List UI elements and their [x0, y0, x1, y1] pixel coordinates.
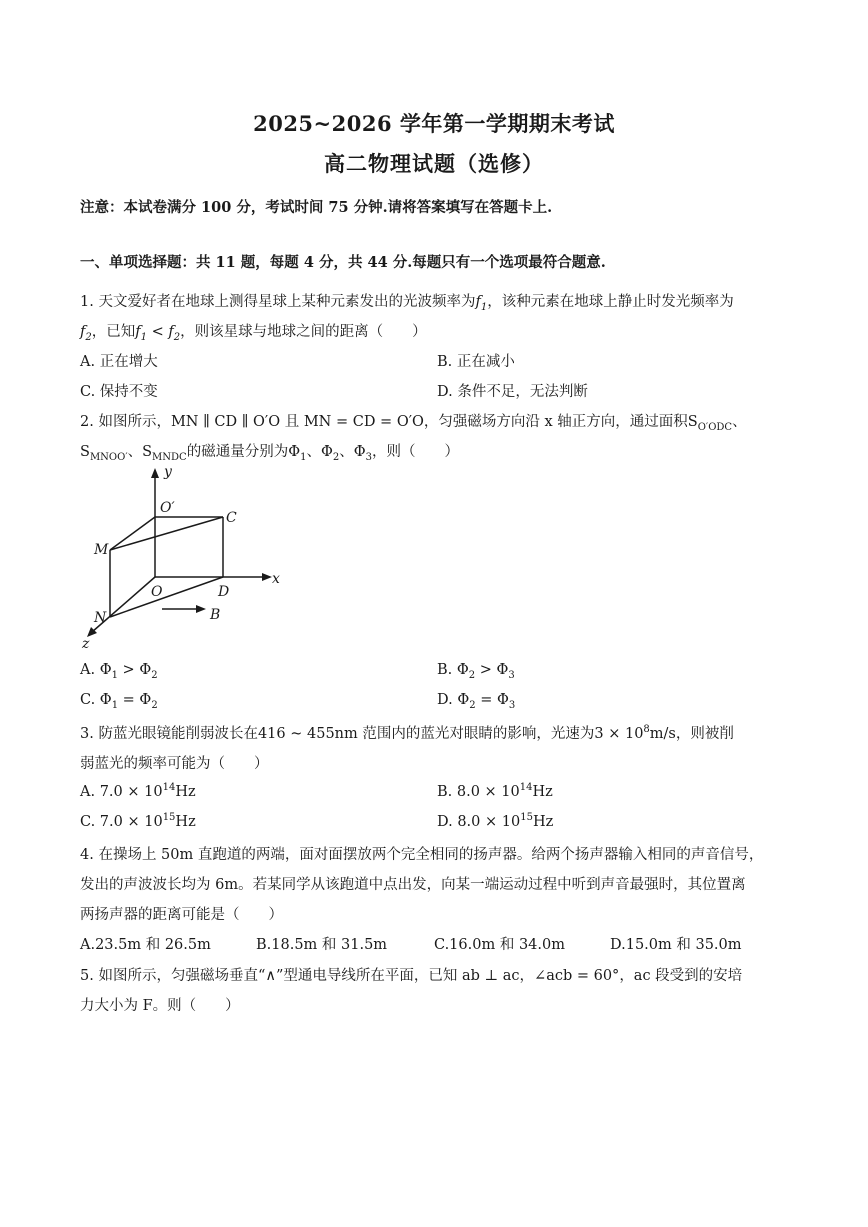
q2-condition: MN ∥ CD ∥ O′O 且 MN = CD = O′O: [170, 414, 424, 430]
q2-line-2: [80, 440, 459, 463]
exam-subtitle: 高二物理试题（选修）: [324, 151, 544, 176]
q2-text: 、: [127, 444, 143, 460]
q2-text: 2. 如图所示，: [80, 414, 171, 430]
q1-text: ，则该星球与地球之间的距离（ ）: [180, 324, 427, 340]
label-o-prime: O′: [160, 500, 175, 516]
q2-area-2: $S_{MNOO'}$: [80, 444, 128, 463]
q4-line-3: 两扬声器的距离可能是（ ）: [80, 907, 283, 923]
exam-title: 2025~2026 学年第一学期期末考试: [253, 111, 615, 136]
section-heading: 一、单项选择题：共 11 题，每题 4 分，共 44 分.每题只有一个选项最符合题意.: [80, 254, 606, 271]
y-axis-arrow: [151, 468, 159, 478]
q1-option-a[interactable]: A. 正在增大: [80, 354, 158, 370]
q1-option-c[interactable]: C. 保持不变: [80, 384, 158, 400]
q4-line-2: 发出的声波波长均为 6m。若某同学从该跑道中点出发，向某一端运动过程中听到声音最强时，其位置离: [80, 877, 746, 893]
label-y: y: [164, 464, 172, 480]
label-d: D: [218, 584, 230, 600]
q3-text: 3. 防蓝光眼镜能削弱波长在: [80, 726, 258, 742]
label-b: B: [210, 607, 221, 623]
q2-text: 的磁通量分别为: [186, 444, 289, 460]
q3-light-speed: $3 \times 10^8m/s$: [594, 724, 676, 742]
q3-wavelength-range: 416 ~ 455nm: [257, 726, 363, 742]
q4-option-d[interactable]: D.15.0m 和 35.0m: [610, 937, 742, 953]
q2-area-3: $S_{MNDC}$: [142, 444, 187, 463]
q4-option-a[interactable]: A.23.5m 和 26.5m: [80, 937, 211, 953]
q2-text: ，则（ ）: [372, 444, 459, 460]
q1-f2: $f_2$: [80, 324, 92, 343]
q2-option-a[interactable]: A. $\Phi_1 > \Phi_2$: [80, 662, 158, 681]
q5-line-1: [80, 964, 742, 985]
label-m: M: [94, 542, 109, 558]
q4-line-1: 4. 在操场上 50m 直跑道的两端，面对面摆放两个完全相同的扬声器。给两个扬声器输入相同的声音信号，: [80, 847, 764, 863]
q1-f1: $f_1$: [475, 294, 488, 313]
q1-text: ，已知: [91, 324, 136, 340]
q3-line-1: [80, 722, 734, 743]
label-n: N: [94, 610, 107, 626]
label-o: O: [151, 584, 163, 600]
q3-option-d[interactable]: D. $8.0 \times 10^{15}Hz$: [437, 812, 554, 830]
q2-line-1: [80, 410, 747, 433]
q5-line-2: 力大小为 F。则（ ）: [80, 998, 240, 1014]
q3-text: ，则被削: [675, 726, 734, 742]
q1-text: 1. 天文爱好者在地球上测得星球上某种元素发出的光波频率为: [80, 294, 476, 310]
edge-n-d: [110, 577, 223, 617]
q2-option-c[interactable]: C. $\Phi_1 = \Phi_2$: [80, 692, 158, 711]
q2-option-b[interactable]: B. $\Phi_2 > \Phi_3$: [437, 662, 515, 681]
q1-line-2: [80, 320, 427, 343]
q1-option-d[interactable]: D. 条件不足，无法判断: [437, 384, 588, 400]
q2-text: ，匀强磁场方向沿 x 轴正方向，通过面积: [423, 414, 688, 430]
q1-line-1: [80, 290, 734, 313]
q2-area-1: $S_{O'ODC}$: [687, 414, 733, 433]
q3-option-b[interactable]: B. $8.0 \times 10^{14}Hz$: [437, 782, 553, 800]
q5-text: ，ac 段受到的安培: [619, 968, 743, 984]
exam-notice: 注意：本试卷满分 100 分，考试时间 75 分钟.请将答案填写在答题卡上.: [80, 199, 553, 216]
q2-text: 、: [732, 414, 747, 430]
q2-option-d[interactable]: D. $\Phi_2 = \Phi_3$: [437, 692, 516, 711]
label-c: C: [226, 510, 237, 526]
q3-option-a[interactable]: A. $7.0 \times 10^{14}Hz$: [80, 782, 196, 800]
q3-option-c[interactable]: C. $7.0 \times 10^{15}Hz$: [80, 812, 196, 830]
edge-o-prime-m: [110, 517, 155, 550]
q2-fluxes: $\Phi_1$、$\Phi_2$、$\Phi_3$: [288, 444, 372, 463]
edge-m-c: [110, 517, 223, 550]
q2-figure: [78, 462, 288, 652]
x-axis-arrow: [262, 573, 272, 581]
label-x: x: [272, 571, 280, 587]
label-z: z: [82, 636, 90, 652]
q1-text: ，该种元素在地球上静止时发光频率为: [487, 294, 734, 310]
q1-condition: $f_1 < f_2$: [135, 324, 181, 343]
q5-angle: ∠acb = 60°: [534, 968, 620, 984]
q3-line-2: 弱蓝光的频率可能为（ ）: [80, 756, 269, 772]
q5-text: 5. 如图所示，匀强磁场垂直“∧”型通电导线所在平面，已知 ab ⊥ ac，: [80, 968, 535, 984]
q1-option-b[interactable]: B. 正在减小: [437, 354, 515, 370]
q4-option-c[interactable]: C.16.0m 和 34.0m: [434, 937, 565, 953]
q4-option-b[interactable]: B.18.5m 和 31.5m: [256, 937, 388, 953]
b-field-arrow-head: [196, 605, 206, 613]
q3-text: 范围内的蓝光对眼睛的影响，光速为: [362, 726, 595, 742]
